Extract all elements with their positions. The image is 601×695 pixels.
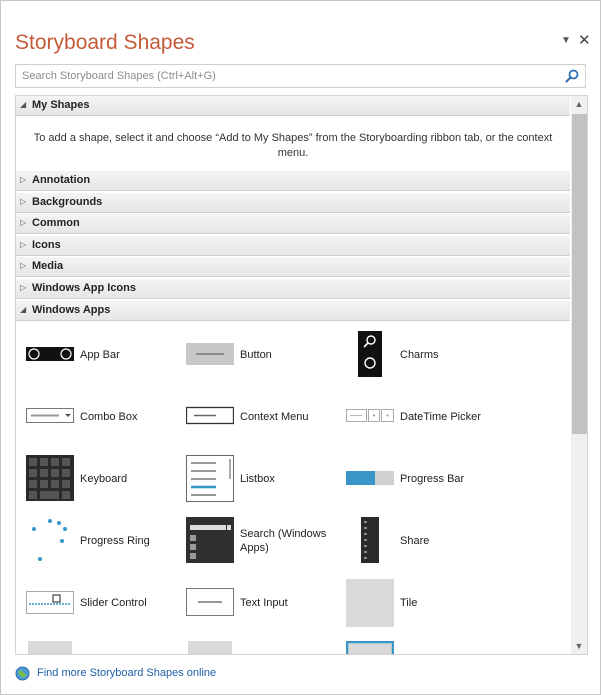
dropdown-arrow-icon[interactable]: ▼ [561, 35, 571, 46]
shape-label: Charms [400, 349, 439, 361]
shape-app-bar[interactable] [26, 331, 196, 381]
keyboard-thumbnail [26, 455, 74, 503]
section-windows-app-icons[interactable] [16, 279, 570, 299]
scrollbar-thumb[interactable] [572, 114, 587, 434]
charms-thumbnail [346, 331, 394, 379]
globe-icon [15, 666, 30, 681]
expanded-arrow-icon: ◢ [20, 305, 27, 314]
section-backgrounds[interactable] [16, 193, 570, 213]
combo-box-thumbnail [26, 393, 74, 441]
share-thumbnail [346, 517, 394, 565]
shape-listbox[interactable] [186, 455, 356, 505]
shape-label: App Bar [80, 349, 120, 361]
section-label: Backgrounds [32, 196, 103, 208]
shapes-gallery [15, 95, 588, 655]
collapsed-arrow-icon: ▷ [20, 240, 27, 249]
collapsed-arrow-icon: ▷ [20, 197, 27, 206]
tile-thumbnail [186, 641, 234, 655]
my-shapes-message: To add a shape, select it and choose “Add to My Shapes” from the Storyboarding ribbon tab, or the context menu. [33, 132, 553, 159]
shape-keyboard[interactable] [26, 455, 196, 505]
shape-search-windows-apps[interactable] [186, 517, 356, 567]
progress-ring-thumbnail [26, 517, 74, 565]
section-icons[interactable] [16, 236, 570, 256]
shape-combo-box[interactable] [26, 393, 196, 443]
section-label: Media [32, 260, 64, 272]
find-more-link-text[interactable]: Find more Storyboard Shapes online [37, 667, 217, 679]
shape-label: Button [240, 349, 272, 361]
listbox-thumbnail [186, 455, 234, 503]
slider-control-thumbnail [26, 579, 74, 627]
shape-label: Search (Windows Apps) [240, 528, 327, 554]
shape-partial-2[interactable] [186, 641, 356, 655]
section-label: Windows App Icons [32, 282, 136, 294]
shape-label: Context Menu [240, 411, 309, 423]
shape-label: Progress Ring [80, 535, 150, 547]
search-icon[interactable] [565, 69, 579, 83]
section-label: Common [32, 217, 80, 229]
section-label: Icons [32, 239, 61, 251]
section-common[interactable] [16, 214, 570, 234]
shape-label: Tile [400, 597, 418, 609]
expanded-arrow-icon: ◢ [20, 100, 27, 109]
scroll-down-icon[interactable]: ▼ [574, 641, 584, 651]
section-my-shapes[interactable] [16, 96, 570, 116]
tile-thumbnail [346, 579, 394, 627]
shape-slider-control[interactable] [26, 579, 196, 629]
shape-datetime-picker[interactable] [346, 393, 516, 443]
text-input-thumbnail [186, 579, 234, 627]
collapsed-arrow-icon: ▷ [20, 175, 27, 184]
section-label: Windows Apps [32, 304, 111, 316]
shape-label: Share [400, 535, 430, 547]
datetime-picker-thumbnail [346, 393, 394, 441]
collapsed-arrow-icon: ▷ [20, 218, 27, 227]
shape-label: Text Input [240, 597, 288, 609]
shape-label: Keyboard [80, 473, 128, 485]
context-menu-thumbnail [186, 393, 234, 441]
app-bar-thumbnail [26, 331, 74, 379]
shape-progress-ring[interactable] [26, 517, 196, 567]
collapsed-arrow-icon: ▷ [20, 283, 27, 292]
progress-bar-thumbnail [346, 455, 394, 503]
shape-charms[interactable] [346, 331, 516, 381]
shape-text-input[interactable] [186, 579, 356, 629]
shape-label: Slider Control [80, 597, 147, 609]
search-input[interactable] [16, 65, 556, 87]
shape-label: Listbox [240, 473, 275, 485]
search-box [15, 64, 586, 88]
shape-label: DateTime Picker [400, 411, 481, 423]
shape-progress-bar[interactable] [346, 455, 516, 505]
scroll-up-icon[interactable]: ▲ [574, 99, 584, 109]
tile-thumbnail [26, 641, 74, 655]
shape-partial-3-selected[interactable] [346, 641, 516, 655]
collapsed-arrow-icon: ▷ [20, 261, 27, 270]
vertical-scrollbar[interactable] [571, 96, 587, 654]
shape-label: Combo Box [80, 411, 138, 423]
section-windows-apps[interactable] [16, 301, 570, 321]
section-label: Annotation [32, 174, 91, 186]
shape-tile[interactable] [346, 579, 516, 629]
button-thumbnail [186, 331, 234, 379]
find-more-link[interactable] [15, 665, 315, 683]
shape-button[interactable] [186, 331, 356, 381]
section-annotation[interactable] [16, 171, 570, 191]
pane-title: Storyboard Shapes [15, 31, 195, 54]
search-windows-apps-thumbnail [186, 517, 234, 565]
shape-label: Progress Bar [400, 473, 465, 485]
shape-context-menu[interactable] [186, 393, 356, 443]
shape-partial-1[interactable] [26, 641, 196, 655]
close-icon[interactable]: ✕ [578, 32, 591, 49]
section-media[interactable] [16, 257, 570, 277]
shape-share[interactable] [346, 517, 516, 567]
section-label: My Shapes [32, 99, 90, 111]
tile-thumbnail [346, 641, 394, 655]
